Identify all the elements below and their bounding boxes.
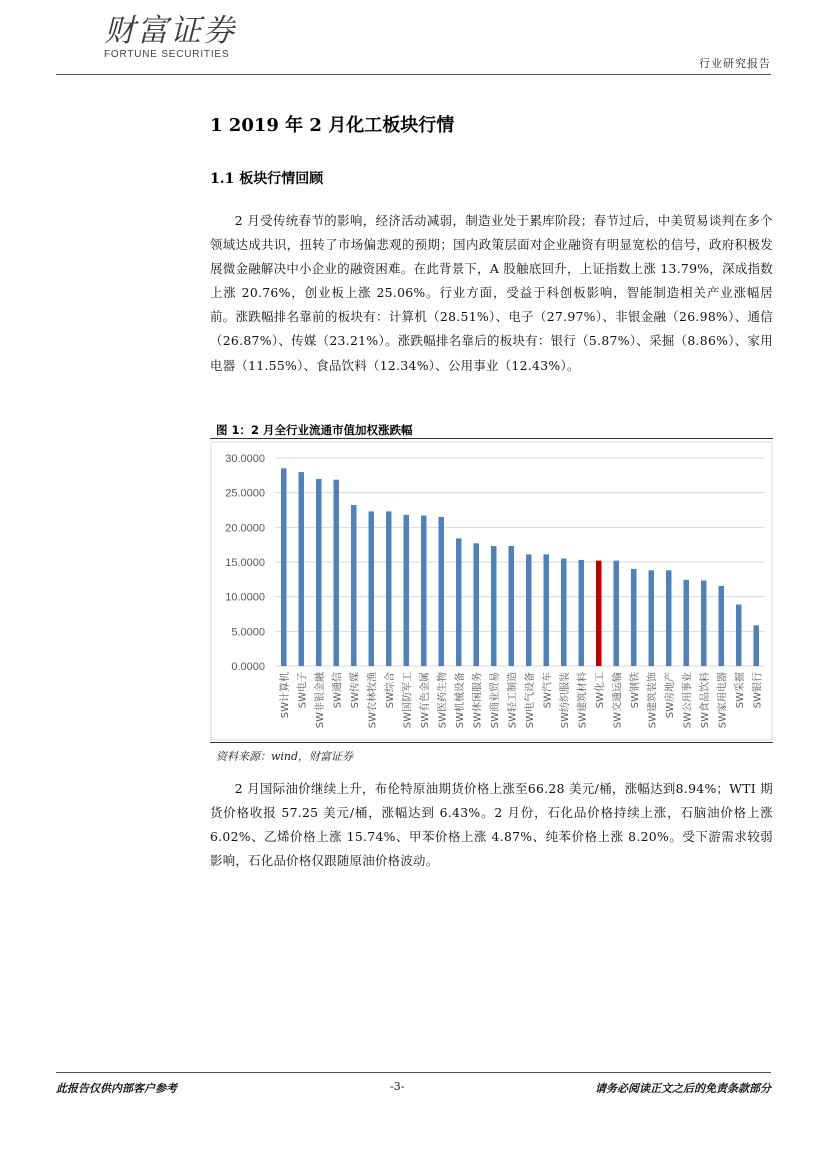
bar-5 — [351, 505, 357, 666]
bar-24 — [684, 580, 690, 666]
x-category-label: SW机械设备 — [454, 672, 466, 729]
x-category-label: SW轻工制造 — [507, 672, 519, 729]
x-category-label: SW有色金属 — [419, 672, 431, 729]
header-divider — [56, 74, 771, 75]
x-category-label: SW钢铁 — [629, 672, 641, 709]
bar-28 — [754, 625, 760, 666]
bar-2 — [299, 472, 305, 666]
x-category-label: SW休闲服务 — [472, 672, 484, 729]
x-category-label: SW银行 — [752, 672, 764, 709]
paragraph-text: 2 月受传统春节的影响，经济活动减弱，制造业处于累库阶段；春节过后，中美贸易谈判在多个领域达成共识，扭转了市场偏悲观的预期；国内政策层面对企业融资有明显宽松的信号，政府积极发展微金融解决中小企业的融资困难。在此背景下，A 股触底回升，上证指数上涨 13.79%，深成指数上涨 20.76%，创业板上涨 25.06%。行业方面，受益于科创板影响，智能制造相关产业涨幅居前。涨跌幅排名靠前的板块有：计算机（28.51%）、电子（27.97%）、非银金融（26.98%）、通信（26.87%）、传媒（23.21%）。涨跌幅排名靠后的板块有：银行（5.87%）、采掘（8.86%）、家用电器（11.55%）、食品饮料（12.34%）、公用事业（12.43%）。 — [210, 213, 773, 373]
x-category-label: SW国防军工 — [402, 672, 414, 729]
bar-20 — [614, 561, 620, 666]
x-category-label: SW商业贸易 — [489, 672, 501, 729]
subsection-title: 1.1 板块行情回顾 — [210, 171, 324, 187]
industry-returns-bar-chart — [210, 441, 773, 741]
x-category-label: SW建筑装饰 — [647, 672, 659, 729]
bar-3 — [316, 479, 322, 666]
x-category-label: SW食品饮料 — [699, 672, 711, 729]
paragraph-market-review — [210, 209, 773, 378]
bar-27 — [736, 605, 742, 666]
x-category-label: SW化工 — [594, 672, 606, 709]
logo-chinese: 财富证券 — [104, 13, 236, 49]
x-category-label: SW计算机 — [279, 672, 291, 719]
x-category-label: SW农林牧渔 — [367, 672, 379, 729]
brand-logo — [104, 14, 236, 60]
x-category-label: SW综合 — [384, 672, 396, 709]
y-tick-label: 25.0000 — [225, 487, 265, 500]
x-category-label: SW通信 — [332, 672, 344, 709]
x-category-label: SW采掘 — [734, 672, 746, 709]
x-category-label: SW电气设备 — [524, 672, 536, 729]
bar-8 — [404, 515, 410, 666]
bar-18 — [579, 560, 585, 666]
bar-11 — [456, 538, 462, 666]
bar-1 — [281, 468, 287, 666]
paragraph-oil-prices — [210, 777, 773, 873]
section-title: 1 2019 年 2 月化工板块行情 — [210, 115, 455, 136]
x-category-label: SW交通运输 — [612, 672, 624, 729]
bar-26 — [719, 586, 725, 666]
bar-14 — [509, 546, 515, 666]
bar-16 — [544, 554, 550, 666]
logo-english: FORTUNE SECURITIES — [104, 49, 230, 60]
x-category-label: SW电子 — [297, 672, 309, 709]
bar-19 — [596, 561, 602, 666]
x-category-label: SW纺织服装 — [559, 672, 571, 729]
x-category-label: SW家用电器 — [717, 672, 729, 729]
x-category-label: SW传媒 — [349, 672, 361, 709]
bar-4 — [334, 480, 340, 666]
x-category-label: SW医药生物 — [437, 672, 449, 729]
bar-12 — [474, 543, 480, 666]
bar-15 — [526, 554, 532, 666]
footer-divider — [56, 1072, 771, 1073]
bar-17 — [561, 559, 567, 666]
x-category-label: SW建筑材料 — [577, 672, 589, 729]
y-tick-label: 30.0000 — [225, 453, 265, 465]
page-number: -3- — [390, 1080, 405, 1093]
y-tick-label: 20.0000 — [225, 522, 265, 535]
x-category-label: SW汽车 — [542, 672, 554, 709]
bar-25 — [701, 580, 707, 666]
bar-21 — [631, 569, 637, 666]
y-tick-label: 15.0000 — [225, 557, 265, 569]
bar-7 — [386, 511, 392, 666]
bar-23 — [666, 570, 672, 666]
figure-bottom-rule — [210, 742, 773, 743]
y-tick-label: 5.0000 — [231, 626, 265, 639]
footer-disclaimer: 此报告仅供内部客户参考 — [56, 1082, 177, 1095]
x-category-label: SW房地产 — [664, 672, 676, 719]
report-type: 行业研究报告 — [699, 57, 771, 70]
y-tick-label: 0.0000 — [231, 661, 265, 673]
paragraph-text: 2 月国际油价继续上升，布伦特原油期货价格上涨至66.28 美元/桶，涨幅达到8.94%；WTI 期货价格收报 57.25 美元/桶，涨幅达到 6.43%。2 月份，石化品价格持续上涨，石脑油价格上涨 6.02%、乙烯价格上涨 15.74%、甲苯价格上涨 4.87%、纯苯价格上涨 8.20%。受下游需求较弱影响，石化品价格仅跟随原油价格波动。 — [210, 781, 773, 869]
bar-6 — [369, 511, 375, 666]
x-category-label: SW公用事业 — [682, 672, 694, 729]
bar-13 — [491, 546, 497, 666]
x-category-label: SW非银金融 — [314, 672, 326, 729]
figure-top-rule — [210, 438, 773, 439]
bar-10 — [439, 517, 445, 666]
y-tick-label: 10.0000 — [225, 591, 265, 604]
figure-source: 资料来源：wind，财富证券 — [216, 750, 354, 763]
footer-notice: 请务必阅读正文之后的免责条款部分 — [595, 1082, 771, 1095]
figure-title: 图 1：2 月全行业流通市值加权涨跌幅 — [216, 423, 413, 437]
bar-9 — [421, 516, 427, 666]
bar-22 — [649, 570, 655, 666]
